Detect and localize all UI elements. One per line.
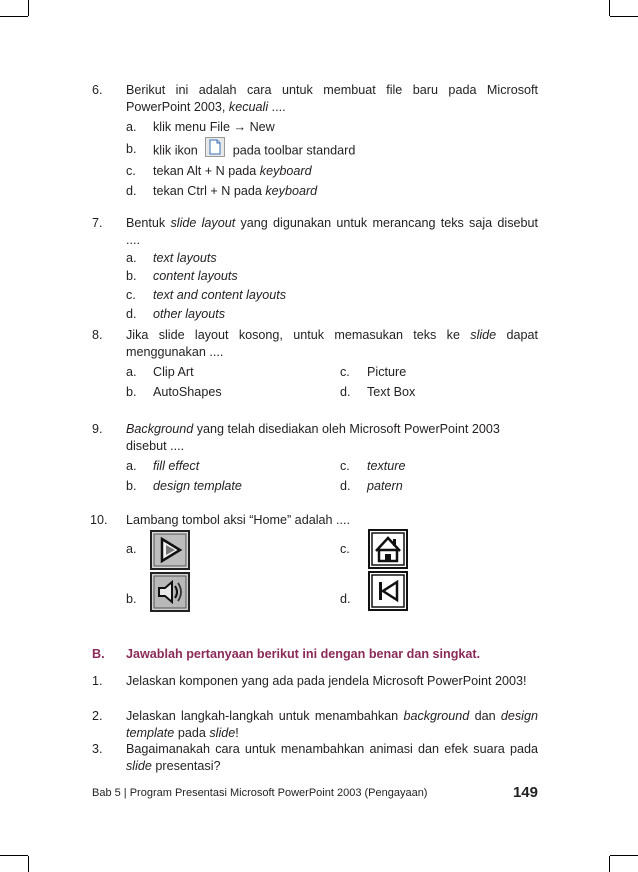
option-row-bd: b. design template d. patern	[126, 479, 403, 493]
option-row-ac: a. Clip Art c. Picture	[126, 365, 407, 379]
section-b-heading: B. Jawablah pertanyaan berikut ini dengan benar dan singkat.	[92, 647, 481, 661]
essay-question-1: 1. Jelaskan komponen yang ada pada jendela Microsoft PowerPoint 2003!	[92, 674, 527, 688]
option-a: a. klik menu File → New	[126, 120, 275, 134]
question-7	[92, 215, 538, 324]
option-b: b. klik ikon pada toolbar standard	[126, 137, 538, 161]
question-9	[92, 421, 538, 496]
option-a: a. text layouts	[126, 251, 217, 265]
crop-mark	[610, 16, 638, 17]
question-10: 10. Lambang tombol aksi “Home” adalah .... a. c. b. d.	[92, 512, 538, 622]
crop-mark	[28, 856, 29, 872]
essay-question-3: 3. Bagaimanakah cara untuk menambahkan animasi dan efek suara pada slide presentasi?	[92, 742, 538, 773]
page-footer	[92, 784, 538, 801]
question-stem: Lambang tombol aksi “Home” adalah ....	[126, 513, 351, 527]
crop-mark	[610, 855, 638, 856]
question-6	[92, 82, 538, 201]
home-button-icon	[368, 529, 408, 574]
crop-mark	[28, 0, 29, 16]
beginning-button-icon	[368, 571, 408, 616]
question-stem: Background yang telah disediakan oleh Microsoft PowerPoint 2003 disebut ....	[126, 422, 500, 453]
option-b: b. content layouts	[126, 269, 238, 283]
option-row-bd: b. AutoShapes d. Text Box	[126, 385, 416, 399]
option-d: d. other layouts	[126, 307, 226, 321]
option-c: c. tekan Alt + N pada keyboard	[126, 164, 312, 178]
sound-button-icon	[150, 572, 190, 617]
question-stem: Jika slide layout kosong, untuk memasukan teks ke slide dapat menggunakan ....	[126, 328, 539, 359]
crop-mark	[609, 856, 610, 872]
question-number: 6.	[92, 83, 103, 97]
crop-mark	[0, 16, 28, 17]
essay-question-2: 2. Jelaskan langkah-langkah untuk menambahkan background dan design template pada slide!	[92, 709, 538, 740]
crop-mark	[609, 0, 610, 16]
page-number: 149	[512, 784, 538, 801]
play-button-icon	[150, 530, 190, 575]
crop-mark	[0, 855, 28, 856]
question-number: 9.	[92, 422, 103, 436]
question-number: 8.	[92, 328, 103, 342]
question-number: 7.	[92, 216, 103, 230]
footer-text: Bab 5 | Program Presentasi Microsoft PowerPoint 2003 (Pengayaan)	[92, 787, 428, 799]
question-number: 10.	[90, 513, 108, 527]
option-row-ac: a. fill effect c. texture	[126, 459, 406, 473]
question-stem: Bentuk slide layout yang digunakan untuk merancang teks saja disebut ....	[126, 216, 539, 247]
option-c: c. text and content layouts	[126, 288, 287, 302]
question-stem: Berikut ini adalah cara untuk membuat file baru pada Microsoft PowerPoint 2003, kecuali ....	[126, 83, 538, 114]
question-8	[92, 327, 538, 402]
option-d: d. tekan Ctrl + N pada keyboard	[126, 184, 318, 198]
